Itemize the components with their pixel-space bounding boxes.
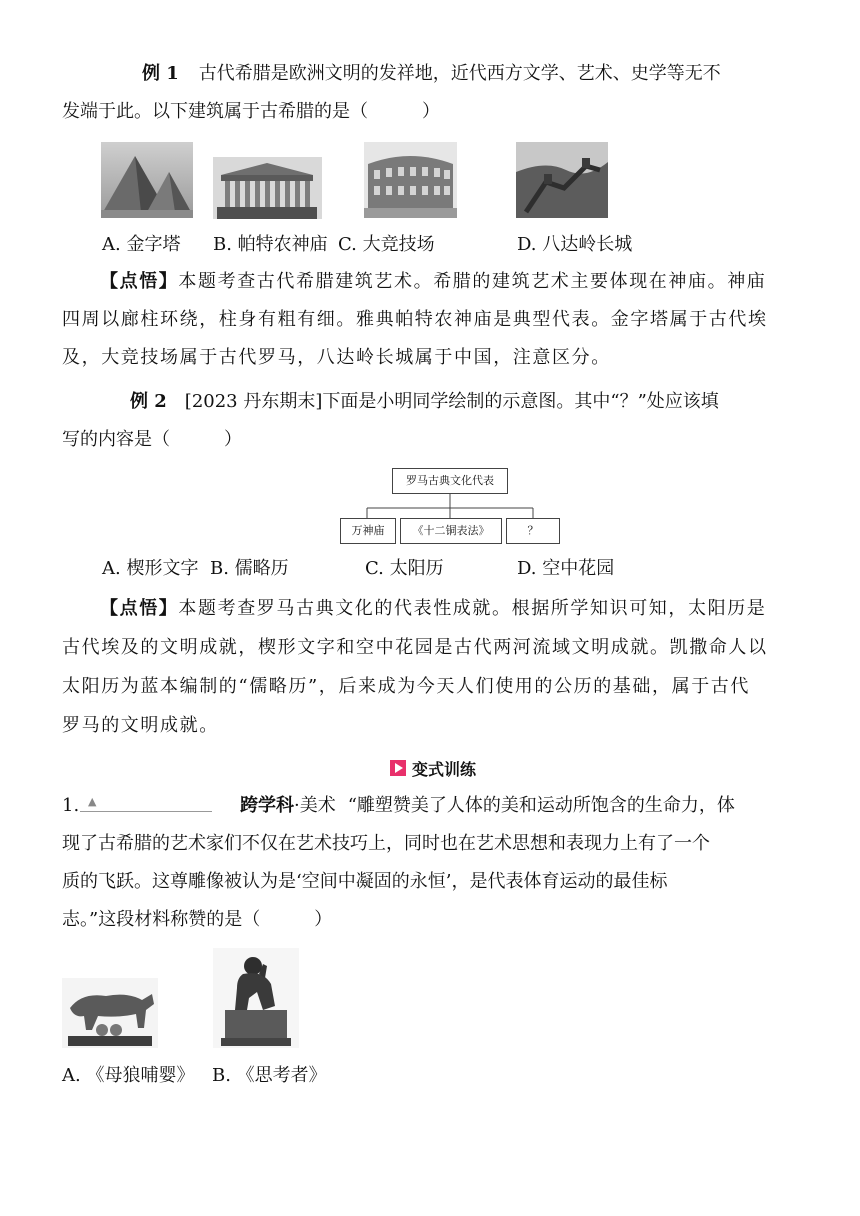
section-header [390, 757, 476, 779]
example1-label: 例 1 [142, 63, 179, 84]
hint-label: 【点悟】 [100, 598, 179, 619]
q1-subject: ·美术 [294, 795, 336, 816]
example2-option-d: D. 空中花园 [517, 558, 615, 579]
hint-label: 【点悟】 [100, 271, 179, 292]
example2-line1: 例 2 [2023 丹东期末]下面是小明同学绘制的示意图。其中“？”处应该填 [130, 391, 719, 412]
q1-option-a: A. 《母狼哺婴》 [62, 1065, 195, 1086]
example2-option-c: C. 太阳历 [365, 558, 444, 579]
q1-number: 1. [62, 795, 80, 816]
example1-hint-line2: 四周以廊柱环绕，柱身有粗有细。雅典帕特农神庙是典型代表。金字塔属于古代埃 [62, 309, 768, 330]
example1-option-b: B. 帕特农神庙 [213, 234, 328, 255]
diagram-child-pantheon: 万神庙 [340, 518, 396, 544]
colosseum-photo [364, 142, 457, 218]
example1-option-a: A. 金字塔 [102, 234, 181, 255]
q1-tag-box [80, 795, 212, 812]
section-title: 变式训练 [412, 759, 477, 779]
example2-hint-line3: 太阳历为蓝本编制的“儒略历”，后来成为今天人们使用的公历的基础，属于古代 [62, 676, 751, 697]
she-wolf-statue-photo [62, 978, 158, 1048]
lock-icon: ▲ [88, 795, 97, 808]
great-wall-photo [516, 142, 608, 218]
diagram-top-box: 罗马古典文化代表 [392, 468, 508, 494]
q1-option-b: B. 《思考者》 [212, 1065, 327, 1086]
q1-line1: 跨学科·美术 “雕塑赞美了人体的美和运动所饱含的生命力，体 [240, 795, 735, 816]
play-icon [390, 760, 406, 776]
pyramids-photo [101, 142, 193, 218]
parthenon-photo [213, 157, 322, 219]
example2-label: 例 2 [130, 391, 167, 412]
example2-option-a: A. 楔形文字 [102, 558, 199, 579]
example1-line2: 发端于此。以下建筑属于古希腊的是（ ） [62, 101, 440, 122]
culture-diagram [340, 466, 562, 548]
q1-line2: 现了古希腊的艺术家们不仅在艺术技巧上，同时也在艺术思想和表现力上有了一个 [62, 833, 710, 854]
example2-hint-line2: 古代埃及的文明成就，楔形文字和空中花园是古代两河流域文明成就。凯撒命人以 [62, 637, 768, 658]
example2-line2: 写的内容是（ ） [62, 429, 242, 450]
q1-line3: 质的飞跃。这尊雕像被认为是‘空间中凝固的永恒’，是代表体育运动的最佳标 [62, 871, 668, 892]
diagram-child-unknown: ？ [506, 518, 560, 544]
q1-line4: 志。”这段材料称赞的是（ ） [62, 909, 333, 930]
example1-hint-line3: 及，大竞技场属于古代罗马，八达岭长城属于中国，注意区分。 [62, 347, 611, 368]
example1-line1: 例 1 古代希腊是欧洲文明的发祥地，近代西方文学、艺术、史学等无不 [142, 63, 721, 84]
example1-hint-line1: 【点悟】本题考查古代希腊建筑艺术。希腊的建筑艺术主要体现在神庙。神庙 [100, 271, 767, 292]
diagram-child-twelve-tables: 《十二铜表法》 [400, 518, 502, 544]
example1-option-c: C. 大竞技场 [338, 234, 435, 255]
example2-hint-line1: 【点悟】本题考查罗马古典文化的代表性成就。根据所学知识可知，太阳历是 [100, 598, 767, 619]
example1-option-d: D. 八达岭长城 [517, 234, 633, 255]
example2-hint-line4: 罗马的文明成就。 [62, 715, 219, 736]
thinker-statue-photo [213, 948, 299, 1048]
q1-tag: 跨学科 [240, 795, 294, 816]
example2-option-b: B. 儒略历 [210, 558, 289, 579]
